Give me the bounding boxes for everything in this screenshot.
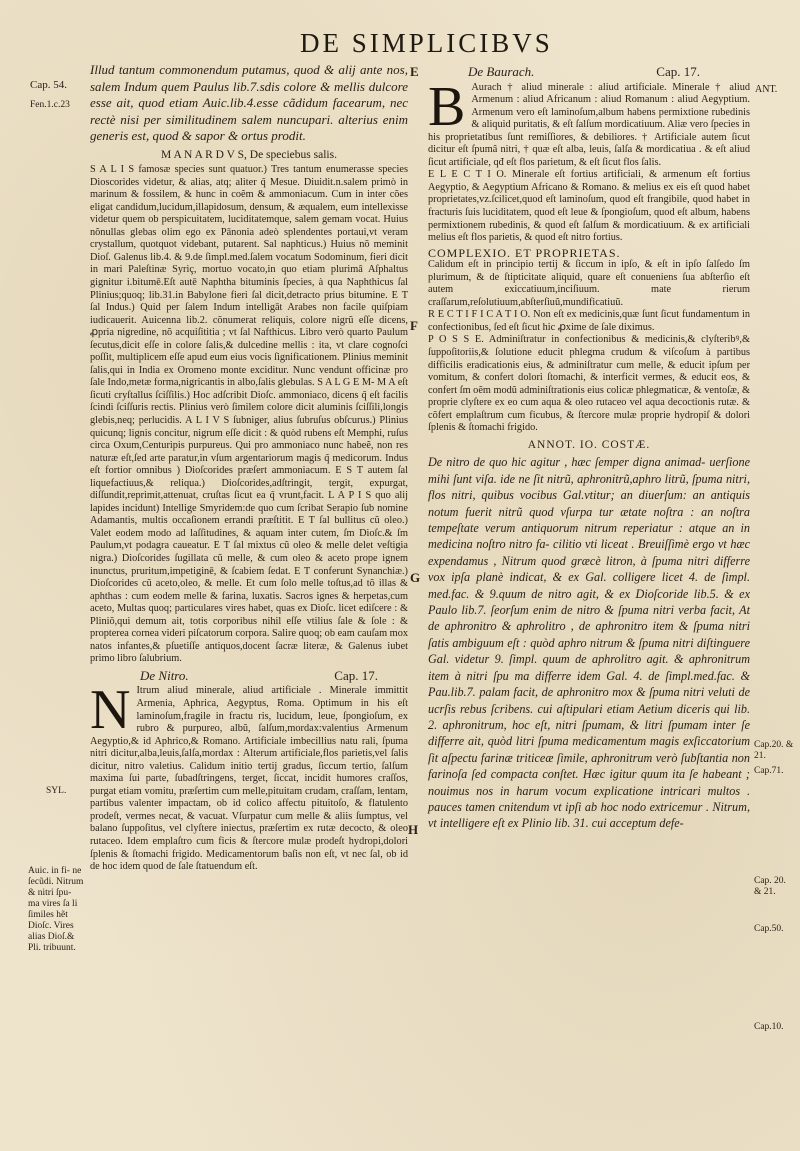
baurach-cap: Cap. 17. xyxy=(656,64,700,79)
margin-note-cap50: Cap.50. xyxy=(754,924,784,934)
complexio-paragraph: Calidum eſt in principio tertij & ſiccum in ipſo, & eſt in ipſo ſalſedo ſm plurimum, & de ſtipticitate aliquid, quare eſt conueniens ſua abſterſio eſt autem exiccatiuum,inciſiuum. mate rierum craſſarum,reſolutiuum,abſterſiuũ,mundificatiuũ. xyxy=(428,259,750,308)
nitro-paragraph: Itrum aliud minerale, aliud artificiale . Minerale immittit Armenia, Aphrica, Aegyptus, Roma. Optimum in his eſt laminoſum,fragile in fractu ris, lucidum, leue, ſpongioſum, ex rubro & purpureo, albũ, ſalſum,mordax:valentius Armenum Aegyptio,& id Aphrico,& Romano. Artificiale imbecillius natu rali, ſpuma nitri dicitur,alba,leuis,ſalſa,mordax : Alterum artificiale,flos parietis,vel ſalis dicitur, nitro valetius. Calidum initio tertij gradus, ſiccum tertio, ſalſum maxima ſui parte, ſubadſtringens, terget, ſiccat, incidit humores craſſos, purgat etiam vomitu, præſertim cum melle,pituitam crudam, craſſam, lentam, partibus valenter impactam, ob id colico affectu pituitoſo, & flatulento prodeſt, vermes necat, & vacuat. Vſurpatur cum melle & aliis ſumptus, vel balano ſuppoſitus, vel clyſtere iniectus, præſertim ex rutæ decocto, & oleo rutaceo. Idem emplaſtro cum ficis & ſtercore mulæ prodeſt hydropi,dolori ſplenis & ſtomachi frigido. Medicamentorum baſis non eſt, vt nec ſal, ob id de hoc idem quod de ſale ſtatuendum eſt. xyxy=(90,685,408,873)
margin-note-ant: ANT. xyxy=(755,84,778,95)
margin-note-fen: Fen.1.c.23 xyxy=(30,100,70,110)
complexio-heading: COMPLEXIO. ET PROPRIETAS. xyxy=(428,245,621,260)
annot-paragraph: De nitro de quo hic agitur , hæc ſemper digna animad- uerſione mihi ſunt viſa. ide ne ſit nitrũ, aphronitrũ,aphro litrũ, ſpuma nitri, flos nitri, quibus vocibus Gal.vtitur; an diuerſum: an antiquis notum fuerit nitrũ quod vſurpa tur ætate noſtra : an noſtra tempeſtate verum antiquorum nitrum reperiatur : atque an in medicina noſtro nitro fa- cilitio vti liceat . Breuiſſimè ergo vt hæc expendamus , Nitrum quod græcè litron, à ſpuma nitri differre vox ipſa planè indicat, & ex Gal. colligere licet 4. de ſimpl. med.fac. & 9.quum de nitro agit, & ex Dioſcoride lib.5. & ex Paulo lib.7. ſeorſum enim de nitro & ſpuma nitri verba facit, At de aphronitro & aphrolitro , de aphronitro item & ſpuma nitri ſatis ambiguum eſt : quòd aphro nitrum & ſpuma nitri diſtinguere Gal. videtur 9. ſimpl. quum de aphrolitro agit. & aphronitrum item à nitri ſpu ma differre idem Gal. 4. de ſimpl.med.fac. & Pau.lib.7. palam facit, de aphronitro mox & ſpuma nitri veluti de ucrſis rebus ſcribens. cui aſtipulari etiam Aetium diceris qui lib. 2. aphronitrum, hoc eſt, nitri ſpumam, & litri ſpumam inter ſe differre ait, quòd litri ſpuma medicamentum magis exſiccatorium ſit aſpectu farinæ triticeæ ſimile, aphronitrum verò ſubſtantia non farinoſa ſed compacta conſtet. Hæc igitur quum ita ſe habeant ; nouimus nos in harum vocum explicatione intricari multos . pauces tamen cnitendum vt ipſi ab hoc nodo extricemur . Nitrum, vt intelligere eſt ex Plinio lib. 31. cui acceptum defe- xyxy=(428,455,750,831)
right-column xyxy=(428,62,750,832)
running-head: DE SIMPLICIBVS xyxy=(300,28,553,58)
rectificatio-paragraph: R E C T I F I C A T I O. Non eſt ex medicinis,quæ ſunt ſicut fundamentum in confectionibus, ſed eſt ſicut hic ꝓxime de ſale diximus. xyxy=(428,309,750,333)
electio-paragraph: E L E C T I O. Minerale eſt fortius artificiali, & armenum eſt fortius Aegyptio, & Aegyptium Africano & Romano. & melius ex eis eſt quod habet proprietates,vz.ſcilicet,quod eſt laminoſum, quod eſt frangibile, quod habet in fracturis ſuis luciditatem, quod eſt leue & ſpongioſum, quod eſt album, habens permixtionem rubedinis, & quod eſt ſalſum & mordicatiuum. & ex artificiali melius eſt flos parietis, & quod eſt nitro fortius. xyxy=(428,169,750,244)
section-letter-f: F xyxy=(410,318,418,333)
annot-heading: ANNOT. IO. COSTÆ. xyxy=(527,438,651,451)
left-column xyxy=(90,62,408,874)
nitro-cap: Cap. 17. xyxy=(334,667,378,683)
margin-note-auic: Auic. in fi- ne ſecũdi. Nitrum & nitri ſpu- ma vires ſa li ſimiles hẽt Dioſc. Vires alias Dioſ.& Pli. tribuunt. xyxy=(28,866,84,953)
section-letter-g: G xyxy=(410,570,421,585)
intro-paragraph: Illud tantum commonendum putamus, quod & alij ante nos, salem Indum quem Paulus lib.7.sdis colore & mellis dulcore esse ait, quod etiam Auic.lib.4.esse cãdidum facearum, nec rectè nisi per similitudinem salem nuncupari. alterius enim generis est, quod & sapor & ortus prodit. xyxy=(90,62,408,143)
nitro-heading: De Nitro. xyxy=(140,667,189,683)
section-letter-e: E xyxy=(410,64,419,79)
baurach-heading: De Baurach. xyxy=(468,64,535,79)
margin-note-cap54: Cap. 54. xyxy=(30,79,67,91)
margin-note-cap71: Cap.71. xyxy=(754,766,784,776)
manardus-heading: M A N A R D V S, De speciebus salis. xyxy=(161,148,337,161)
posse-paragraph: P O S S E. Adminiſtratur in confectionibus & medicinis,& clyſteribꝰ,& ſuppoſitoriis,& ſolutione educit phlegma crudum & viſcoſum à partibus difficilis eradicationis eius, & adminiſtratur cum melle, & educit ipſum per vomitum, & confert dolori ſtomachi, & interficit vermes, & educit eos, & confert ſm oẽm modũ adminiſtrationis eius colicæ phlegmaticæ, & ventoſæ, & proprie clyſtere ex eo cum aqua & oleo rutaceo vel aqua decoctionis rutæ. & cõfert emplaſtrum cum ficubus, & ſtercore mulæ proprie hydropiſ & dolori ſplenis & ſtomachi frigido. xyxy=(428,334,751,434)
margin-note-cap20b: Cap. 20. & 21. xyxy=(754,876,786,897)
margin-note-cap10: Cap.10. xyxy=(754,1022,784,1032)
baurach-heading-row xyxy=(428,66,750,79)
baurach-dropcap: B xyxy=(428,75,466,138)
manardus-paragraph: S A L I S famosæ species sunt quatuor.) Tres tantum enumerasse species Dioscorides videtur, & alias, atq; aliter q̃ Mesue. Diuidit.n.salem primò in marinum & fossilem, & hunc in coẽm & ammoniacum. Cum in inter cões eligat candidum,lucidum,illapidosum, densum, & æqualem, eum intellexisse videtur quem ob perspicuitatem, luciditatemque, salem gemam vocat. Huius nõnullas glebas olim ego ex Pānonia adeò splendentes portaui,vt veram crystallum, quotquot videbant, putarent. Sal naphticus.) Huius nõ meminit Dioſ. Galenus lib.4. & 9.de ſimpl.med.ſalem vocatum Sodominum, fieri dicit in mari Paleſtinæ Syriç, mortuo vocato,in quo etiam plurimâ Aſphaltus gignitur i.bitumē.Eſt autē Naphtha bituminis ſpecies, à qua Naphthicus ſal Plinius;quoq; lib.31.in Babylone fieri ſal dicit,detracto prius bitumine. E T ſal Indus.) Quid per ſalem Indum intelligāt Arabes non facile quiſpiam iudicauerit. Auicenna lib.2. cõnumerat reliquis, colore nigrũ eſſe dicens, ꝓpria nigredine, nõ acquiſititia ; vt ſal Nafthicus. Libro verò quarto Paulum ſecutus,dicit eſſe in colore ſalis,& dulcedine mellis : ita, vt clare cognoſci poſſit, multiplicem eſſe apud eum eius vocis ſignificationem. Plinius meminit ſalis,qui in India ex Oromeno monte exciditur. Nunc vendunt officinæ pro ſale Indo,metæ forma,nigricantis in albo,ſalis glebulas. S A L G E M- M A eſt ſicuti cryſtallus ſciſſilis.) Hoc adſcribit Dioſc. ammoniaco, dicens q̃ eſt facilis ſcindi ſciſſuris rectis. Plinius verò ſimilem colore dicit aluminis ſciſſili,longis glebis,neq; perlucidis. A L I V S ſubniger, alius ſubruſus obſcurus.) Plinius quicunq; lignis concitur, nigrum eſſe dicit : & quòd rubens eſt Memphi, ruſus circa Oxum,Centuripis purpureus. Qui pro ammoniaco nunc habeẽ, non res naturæ eſt,ſed arte paratur,in vſum argentariorum magis q̃ medicorum. Indus eſt fortior omnibus ) Dioſcorides præſert ammoniacum. E S T autem ſal liquefactiuus,& reliqua.) Dioſcorides,adſtringit, tergit, expurgat, diſſundit,reprimit,attenuat, cruſtas ſicut ea q̃ vrunt,facit. L A P I S quo alij lapides incidunt) Intellige Smyridem:de quo cum ſcribat Serapio ſub nomine Adamantis, multis occaſionem errandi præſtitit. E T ſal bullitus cũ oleo.) Valet eodem modo ad laſſitudines, & aquam inter cutem, ſm Dioſc.& ſm Paulum,vt podagra caueatur. E T ſal mixtus cũ oleo & melle delet veſtigia nigra.) Dioſcorides ſugillata cũ melle, & cum oleo & aceto prope ignem inunctus, pruritum,impetiginē, & ſcabiem ſedat. E T conferunt Synanchiæ.) Dioſcorides cũ aceto,oleo, & melle. Et cum ſolo melle toſtus,ad tõ illas & aphthas : cum eodem melle & farina, luxatis. Sacros ignes & herpetas,cum aceto, Multas quoq; particulares vires habet, quas ex Dioſc. licet ediſcere : & Pliniõ,qui demum ait, totis corporibus nihil eſſe vtilius ſale & ſole : & propterea cornea videri piſcatorum corpora. Salire quoq; ob eam cauſam mox natos infantes,& pſuetiſſe antiquos,docent ſacræ literæ, & Galenus iubet primo libro ſalubrium. xyxy=(90,164,408,665)
section-letter-h: H xyxy=(408,822,419,837)
baurach-paragraph: Aurach † aliud minerale : aliud artificiale. Minerale † aliud Armenum : aliud Africanum : aliud Romanum : aliud Aegyptium. Armenum vero eſt laminoſum,album habens permixtione rubedinis & aliquid puritatis, & eſt ſalſum mordicatiuum. Aliæ vero ſpecies in his proprietatibus ſunt remiſſiores, & debiliores. † Artificiale autem ſicut dicitur eſt ſpumâ nitri, † quæ eſt alba, leuis, ſalſa & mordicatiua . & eſt aliud ſicut artificiale, qđ eſt flos parietum, & eſt ſicut flos ſalis. xyxy=(428,81,750,168)
nitro-heading-row xyxy=(90,667,408,683)
nitro-dropcap: N xyxy=(90,679,131,742)
margin-note-cap20: Cap.20. & 21. xyxy=(754,740,794,761)
margin-note-syl: SYL. xyxy=(46,786,67,796)
